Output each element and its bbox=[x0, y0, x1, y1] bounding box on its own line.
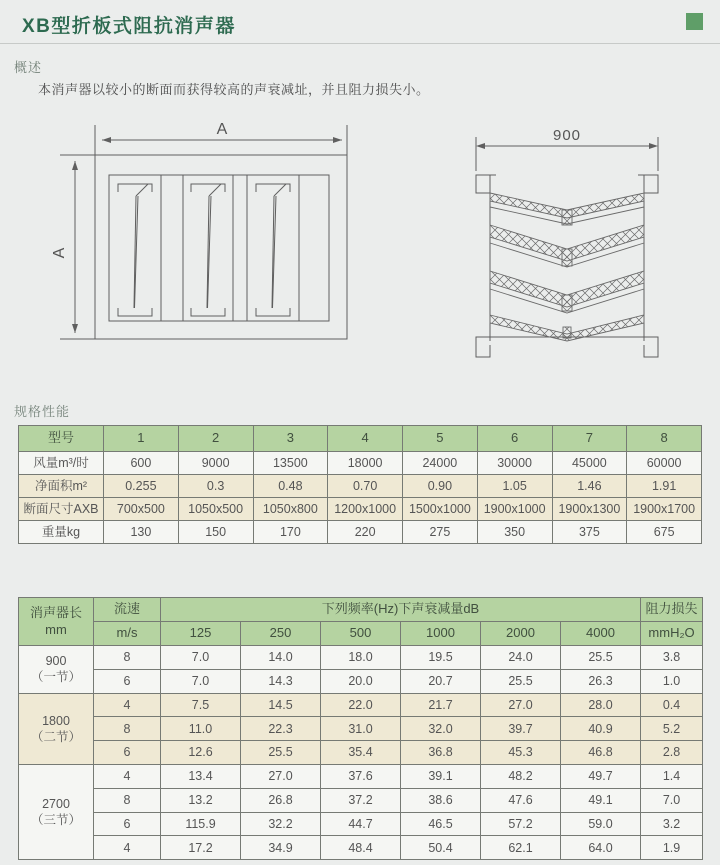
cell: 6 bbox=[94, 741, 161, 765]
cell: 21.7 bbox=[401, 693, 481, 717]
cell: 60000 bbox=[627, 452, 702, 475]
cell: 0.3 bbox=[178, 475, 253, 498]
cell: 1.4 bbox=[641, 764, 703, 788]
cell: 40.9 bbox=[561, 717, 641, 741]
table-row bbox=[19, 788, 703, 812]
row-label: 净面积m² bbox=[19, 475, 104, 498]
cell: 31.0 bbox=[321, 717, 401, 741]
header-cell: 8 bbox=[627, 426, 702, 452]
dim-label-height: A bbox=[51, 247, 68, 259]
attenuation-table bbox=[18, 597, 703, 860]
header-cell-length bbox=[19, 598, 94, 646]
cell: 44.7 bbox=[321, 812, 401, 836]
cell: 36.8 bbox=[401, 741, 481, 765]
row-label: 风量m³/时 bbox=[19, 452, 104, 475]
cell: 59.0 bbox=[561, 812, 641, 836]
header-cell: 2 bbox=[178, 426, 253, 452]
cell: 3.2 bbox=[641, 812, 703, 836]
cell: 7.0 bbox=[161, 669, 241, 693]
cell: 0.255 bbox=[104, 475, 179, 498]
group-note: （一节） bbox=[30, 670, 81, 685]
cell: 5.2 bbox=[641, 717, 703, 741]
cell: 34.9 bbox=[241, 836, 321, 860]
header-cell: 3 bbox=[253, 426, 328, 452]
cell: 48.4 bbox=[321, 836, 401, 860]
cell: 1.91 bbox=[627, 475, 702, 498]
cell: 37.6 bbox=[321, 764, 401, 788]
cell: 130 bbox=[104, 521, 179, 544]
cell: 675 bbox=[627, 521, 702, 544]
cell: 4 bbox=[94, 764, 161, 788]
cell: 24.0 bbox=[481, 646, 561, 670]
header-cell-speed-unit: m/s bbox=[94, 622, 161, 646]
spec-table bbox=[18, 425, 702, 544]
row-label: 重量kg bbox=[19, 521, 104, 544]
group-length: 900 bbox=[45, 654, 67, 669]
cell: 1.9 bbox=[641, 836, 703, 860]
spec-header-row bbox=[19, 426, 702, 452]
table-row bbox=[19, 475, 702, 498]
table-row bbox=[19, 836, 703, 860]
header-cell: 4 bbox=[328, 426, 403, 452]
group-label-2700 bbox=[19, 764, 94, 859]
cell: 49.1 bbox=[561, 788, 641, 812]
header-cell-freq: 250 bbox=[241, 622, 321, 646]
group-note: （三节） bbox=[30, 813, 81, 828]
cell: 1200x1000 bbox=[328, 498, 403, 521]
cell: 1900x1700 bbox=[627, 498, 702, 521]
cell: 150 bbox=[178, 521, 253, 544]
cell: 170 bbox=[253, 521, 328, 544]
cell: 14.5 bbox=[241, 693, 321, 717]
cell: 50.4 bbox=[401, 836, 481, 860]
cell: 26.3 bbox=[561, 669, 641, 693]
group-label-900 bbox=[19, 646, 94, 694]
dim-label-900: 900 bbox=[552, 127, 582, 144]
overview-text: 本消声器以较小的断面而获得较高的声衰减址，并且阻力损失小。 bbox=[38, 82, 430, 97]
front-view-drawing bbox=[50, 113, 360, 353]
cell: 115.9 bbox=[161, 812, 241, 836]
cell: 27.0 bbox=[481, 693, 561, 717]
cell: 350 bbox=[477, 521, 552, 544]
cell: 600 bbox=[104, 452, 179, 475]
cell: 7.0 bbox=[161, 646, 241, 670]
front-view-diagram bbox=[50, 113, 360, 353]
cell: 17.2 bbox=[161, 836, 241, 860]
cell: 275 bbox=[403, 521, 478, 544]
cell: 39.1 bbox=[401, 764, 481, 788]
cell: 6 bbox=[94, 812, 161, 836]
cell: 9000 bbox=[178, 452, 253, 475]
cell: 2.8 bbox=[641, 741, 703, 765]
cell: 7.5 bbox=[161, 693, 241, 717]
cell: 35.4 bbox=[321, 741, 401, 765]
cell: 32.2 bbox=[241, 812, 321, 836]
length-label: 消声器长 bbox=[29, 604, 82, 620]
table-row bbox=[19, 452, 702, 475]
cell: 14.3 bbox=[241, 669, 321, 693]
cell: 1900x1300 bbox=[552, 498, 627, 521]
cell: 6 bbox=[94, 669, 161, 693]
cell: 13.2 bbox=[161, 788, 241, 812]
cell: 37.2 bbox=[321, 788, 401, 812]
cell: 46.8 bbox=[561, 741, 641, 765]
side-view-diagram bbox=[450, 113, 680, 363]
cell: 45.3 bbox=[481, 741, 561, 765]
cell: 14.0 bbox=[241, 646, 321, 670]
cell: 8 bbox=[94, 788, 161, 812]
cell: 48.2 bbox=[481, 764, 561, 788]
cell: 38.6 bbox=[401, 788, 481, 812]
cell: 25.5 bbox=[241, 741, 321, 765]
table-row bbox=[19, 498, 702, 521]
length-unit: mm bbox=[45, 621, 67, 637]
cell: 13500 bbox=[253, 452, 328, 475]
cell: 0.70 bbox=[328, 475, 403, 498]
cell: 26.8 bbox=[241, 788, 321, 812]
side-view-drawing bbox=[450, 113, 680, 363]
cell: 700x500 bbox=[104, 498, 179, 521]
att-header-row-2 bbox=[19, 622, 703, 646]
cell: 46.5 bbox=[401, 812, 481, 836]
cell: 30000 bbox=[477, 452, 552, 475]
header-cell-loss: 阻力损失 bbox=[641, 598, 703, 622]
group-label-1800 bbox=[19, 693, 94, 764]
cell: 13.4 bbox=[161, 764, 241, 788]
cell: 25.5 bbox=[561, 646, 641, 670]
title-divider bbox=[0, 43, 720, 44]
cell: 1500x1000 bbox=[403, 498, 478, 521]
corner-accent-square bbox=[686, 13, 703, 30]
cell: 22.0 bbox=[321, 693, 401, 717]
cell: 4 bbox=[94, 836, 161, 860]
cell: 24000 bbox=[403, 452, 478, 475]
header-cell: 5 bbox=[403, 426, 478, 452]
cell: 25.5 bbox=[481, 669, 561, 693]
dim-label-width: A bbox=[216, 121, 228, 138]
table-row bbox=[19, 521, 702, 544]
table-row bbox=[19, 717, 703, 741]
cell: 27.0 bbox=[241, 764, 321, 788]
cell: 0.48 bbox=[253, 475, 328, 498]
cell: 18000 bbox=[328, 452, 403, 475]
group-length: 1800 bbox=[42, 713, 70, 728]
page-title: XB型折板式阻抗消声器 bbox=[22, 16, 236, 37]
cell: 47.6 bbox=[481, 788, 561, 812]
group-length: 2700 bbox=[42, 796, 70, 811]
header-cell: 7 bbox=[552, 426, 627, 452]
cell: 1.05 bbox=[477, 475, 552, 498]
cell: 20.0 bbox=[321, 669, 401, 693]
cell: 28.0 bbox=[561, 693, 641, 717]
table-row bbox=[19, 669, 703, 693]
cell: 39.7 bbox=[481, 717, 561, 741]
cell: 0.4 bbox=[641, 693, 703, 717]
cell: 22.3 bbox=[241, 717, 321, 741]
header-cell-speed: 流速 bbox=[94, 598, 161, 622]
att-header-row-1 bbox=[19, 598, 703, 622]
cell: 49.7 bbox=[561, 764, 641, 788]
cell: 4 bbox=[94, 693, 161, 717]
cell: 62.1 bbox=[481, 836, 561, 860]
cell: 11.0 bbox=[161, 717, 241, 741]
cell: 8 bbox=[94, 717, 161, 741]
cell: 8 bbox=[94, 646, 161, 670]
cell: 1900x1000 bbox=[477, 498, 552, 521]
header-cell-freq: 500 bbox=[321, 622, 401, 646]
table-row bbox=[19, 764, 703, 788]
row-label: 断面尺寸AXB bbox=[19, 498, 104, 521]
table-row bbox=[19, 812, 703, 836]
header-cell: 6 bbox=[477, 426, 552, 452]
header-cell: 型号 bbox=[19, 426, 104, 452]
table-row bbox=[19, 741, 703, 765]
spec-heading: 规格性能 bbox=[14, 404, 71, 419]
header-cell-freq: 4000 bbox=[561, 622, 641, 646]
header-cell-loss-unit: mmH₂O bbox=[641, 622, 703, 646]
cell: 1050x500 bbox=[178, 498, 253, 521]
cell: 7.0 bbox=[641, 788, 703, 812]
header-cell-freq: 1000 bbox=[401, 622, 481, 646]
cell: 0.90 bbox=[403, 475, 478, 498]
header-cell-freq: 2000 bbox=[481, 622, 561, 646]
overview-heading: 概述 bbox=[14, 60, 43, 75]
baffle-element-2 bbox=[191, 184, 225, 316]
cell: 64.0 bbox=[561, 836, 641, 860]
cell: 12.6 bbox=[161, 741, 241, 765]
cell: 32.0 bbox=[401, 717, 481, 741]
baffle-element-3 bbox=[256, 184, 290, 316]
cell: 45000 bbox=[552, 452, 627, 475]
cell: 19.5 bbox=[401, 646, 481, 670]
header-cell-freq: 125 bbox=[161, 622, 241, 646]
cell: 220 bbox=[328, 521, 403, 544]
cell: 1.46 bbox=[552, 475, 627, 498]
cell: 375 bbox=[552, 521, 627, 544]
group-note: （二节） bbox=[30, 729, 81, 744]
cell: 20.7 bbox=[401, 669, 481, 693]
header-cell: 1 bbox=[104, 426, 179, 452]
header-cell-frequencies: 下列频率(Hz)下声衰减量dB bbox=[161, 598, 641, 622]
cell: 1.0 bbox=[641, 669, 703, 693]
table-row bbox=[19, 693, 703, 717]
table-row bbox=[19, 646, 703, 670]
cell: 3.8 bbox=[641, 646, 703, 670]
cell: 57.2 bbox=[481, 812, 561, 836]
cell: 1050x800 bbox=[253, 498, 328, 521]
cell: 18.0 bbox=[321, 646, 401, 670]
baffle-element-1 bbox=[118, 184, 152, 316]
